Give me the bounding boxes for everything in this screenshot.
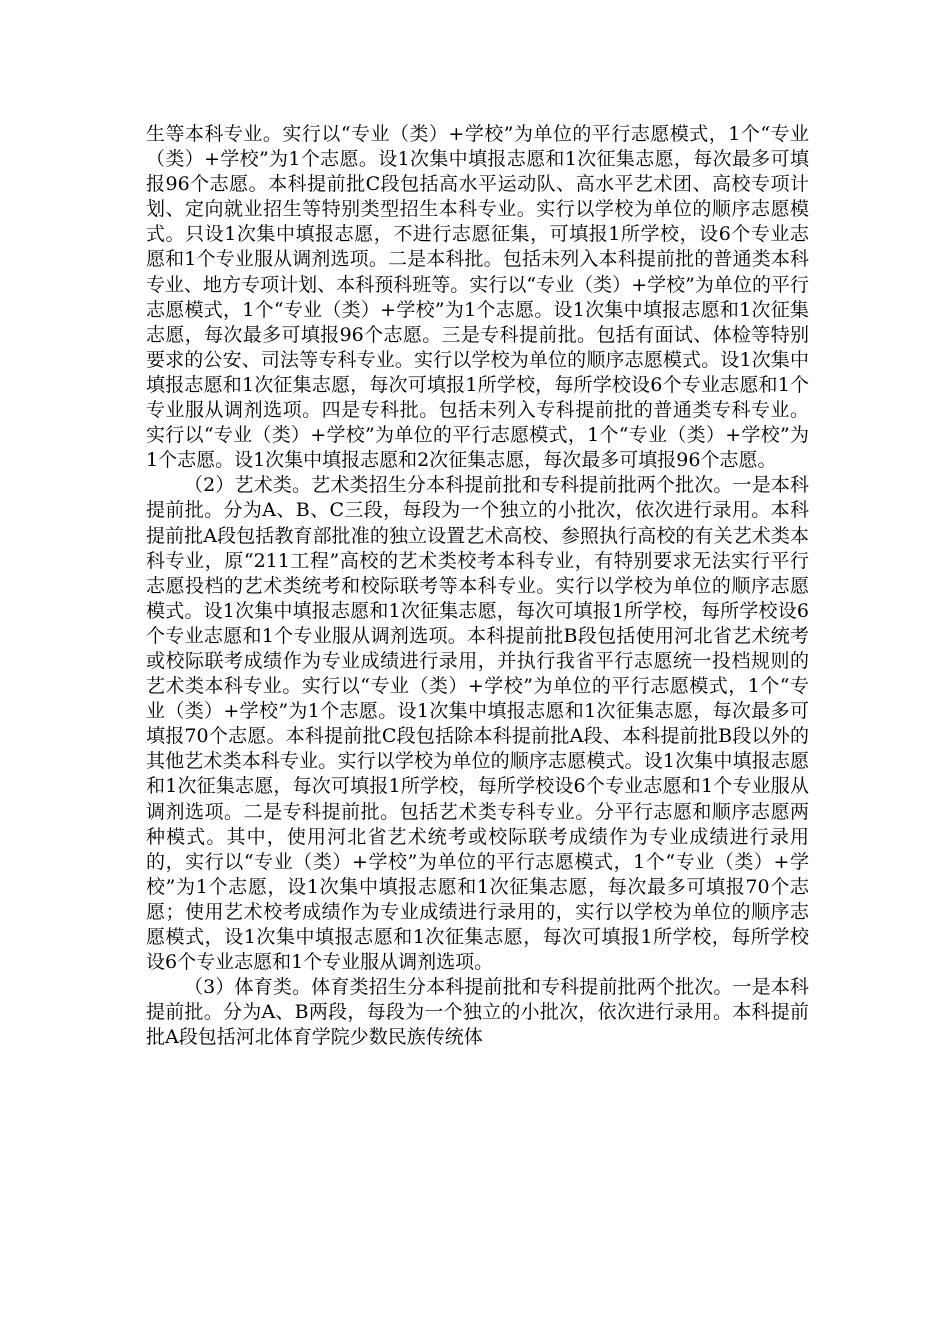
- document-page: [146, 122, 809, 1050]
- paragraph-art-category: （2）艺术类。艺术类招生分本科提前批和专科提前批两个批次。一是本科提前批。分为A、B、C三段，每段为一个独立的小批次，依次进行录用。本科提前批A段包括教育部批准的独立设置艺术高校、参照执行高校的有关艺术类本科专业，原“211工程”高校的艺术类校考本科专业，有特别要求无法实行平行志愿投档的艺术类统考和校际联考等本科专业。实行以学校为单位的顺序志愿模式。设1次集中填报志愿和1次征集志愿，每次可填报1所学校，每所学校设6个专业志愿和1个专业服从调剂选项。本科提前批B段包括使用河北省艺术统考或校际联考成绩作为专业成绩进行录用，并执行我省平行志愿统一投档规则的艺术类本科专业。实行以“专业（类）+学校”为单位的平行志愿模式，1个“专业（类）+学校”为1个志愿。设1次集中填报志愿和1次征集志愿，每次最多可填报70个志愿。本科提前批C段包括除本科提前批A段、本科提前批B段以外的其他艺术类本科专业。实行以学校为单位的顺序志愿模式。设1次集中填报志愿和1次征集志愿，每次可填报1所学校，每所学校设6个专业志愿和1个专业服从调剂选项。二是专科提前批。包括艺术类专科专业。分平行志愿和顺序志愿两种模式。其中，使用河北省艺术统考或校际联考成绩作为专业成绩进行录用的，实行以“专业（类）+学校”为单位的平行志愿模式，1个“专业（类）+学校”为1个志愿，设1次集中填报志愿和1次征集志愿，每次最多可填报70个志愿；使用艺术校考成绩作为专业成绩进行录用的，实行以学校为单位的顺序志愿模式，设1次集中填报志愿和1次征集志愿，每次可填报1所学校，每所学校设6个专业志愿和1个专业服从调剂选项。: [146, 474, 809, 974]
- paragraph-general-continued: 生等本科专业。实行以“专业（类）+学校”为单位的平行志愿模式，1个“专业（类）+学校”为1个志愿。设1次集中填报志愿和1次征集志愿，每次最多可填报96个志愿。本科提前批C段包括高水平运动队、高水平艺术团、高校专项计划、定向就业招生等特别类型招生本科专业。实行以学校为单位的顺序志愿模式。只设1次集中填报志愿，不进行志愿征集，可填报1所学校，设6个专业志愿和1个专业服从调剂选项。二是本科批。包括未列入本科提前批的普通类本科专业、地方专项计划、本科预科班等。实行以“专业（类）+学校”为单位的平行志愿模式，1个“专业（类）+学校”为1个志愿。设1次集中填报志愿和1次征集志愿，每次最多可填报96个志愿。三是专科提前批。包括有面试、体检等特别要求的公安、司法等专科专业。实行以学校为单位的顺序志愿模式。设1次集中填报志愿和1次征集志愿，每次可填报1所学校，每所学校设6个专业志愿和1个专业服从调剂选项。四是专科批。包括未列入专科提前批的普通类专科专业。实行以“专业（类）+学校”为单位的平行志愿模式，1个“专业（类）+学校”为1个志愿。设1次集中填报志愿和2次征集志愿，每次最多可填报96个志愿。: [146, 123, 809, 472]
- paragraph-sports-category: （3）体育类。体育类招生分本科提前批和专科提前批两个批次。一是本科提前批。分为A、B两段，每段为一个独立的小批次，依次进行录用。本科提前批A段包括河北体育学院少数民族传统体: [146, 976, 809, 1049]
